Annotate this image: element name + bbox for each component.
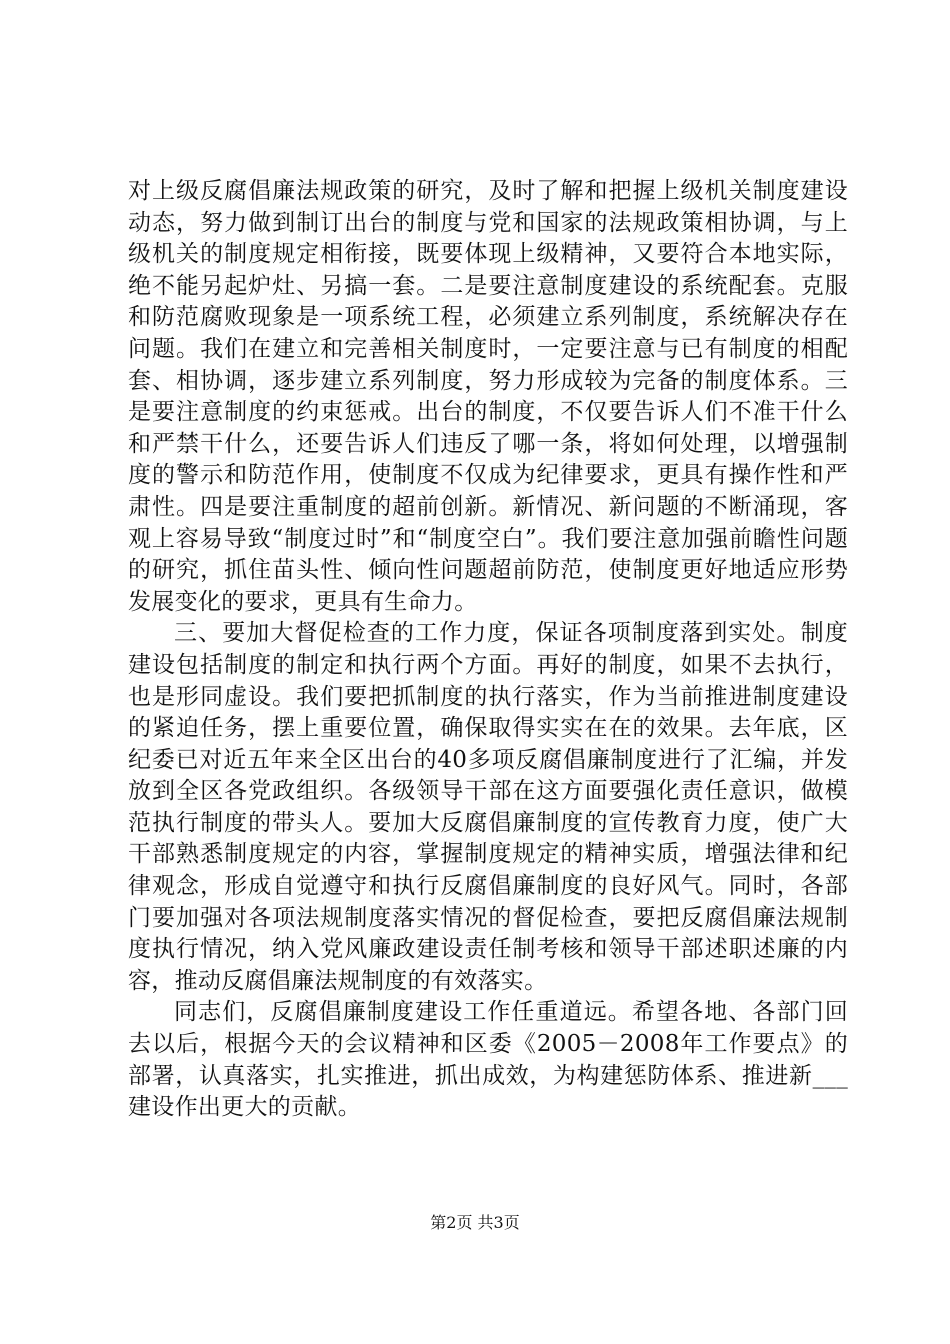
paragraph-1: 对上级反腐倡廉法规政策的研究，及时了解和把握上级机关制度建设动态，努力做到制订出台的制度与党和国家的法规政策相协调，与上级机关的制度规定相衔接，既要体现上级精神，又要符合本地实际，绝不能另起炉灶、另搞一套。二是要注意制度建设的系统配套。克服和防范腐败现象是一项系统工程，必须建立系列制度，系统解决存在问题。我们在建立和完善相关制度时，一定要注意与已有制度的相配套、相协调，逐步建立系列制度，努力形成较为完备的制度体系。三是要注意制度的约束惩戒。出台的制度，不仅要告诉人们不准干什么和严禁干什么，还要告诉人们违反了哪一条，将如何处理，以增强制度的警示和防范作用，使制度不仅成为纪律要求，更具有操作性和严肃性。四是要注重制度的超前创新。新情况、新问题的不断涌现，客观上容易导致“制度过时”和“制度空白”。我们要注意加强前瞻性问题的研究，抓住苗头性、倾向性问题超前防范，使制度更好地适应形势发展变化的要求，更具有生命力。	[128, 178, 848, 615]
paragraph-2: 三、要加大督促检查的工作力度，保证各项制度落到实处。制度建设包括制度的制定和执行两个方面。再好的制度，如果不去执行，也是形同虚设。我们要把抓制度的执行落实，作为当前推进制度建设的紧迫任务，摆上重要位置，确保取得实实在在的效果。去年底，区纪委已对近五年来全区出台的40多项反腐倡廉制度进行了汇编，并发放到全区各党政组织。各级领导干部在这方面要强化责任意识，做模范执行制度的带头人。要加大反腐倡廉制度的宣传教育力度，使广大干部熟悉制度规定的内容，掌握制度规定的精神实质，增强法律和纪律观念，形成自觉遵守和执行反腐倡廉制度的良好风气。同时，各部门要加强对各项法规制度落实情况的督促检查，要把反腐倡廉法规制度执行情况，纳入党风廉政建设责任制考核和领导干部述职述廉的内容，推动反腐倡廉法规制度的有效落实。	[128, 620, 848, 994]
paragraph-3: 同志们，反腐倡廉制度建设工作任重道远。希望各地、各部门回去以后，根据今天的会议精神和区委《2005－2008年工作要点》的部署，认真落实，扎实推进，抓出成效，为构建惩防体系、推进新___建设作出更大的贡献。	[128, 999, 848, 1121]
page-number-label: 第2页 共3页	[430, 1213, 520, 1232]
page-footer	[0, 1210, 950, 1233]
document-body	[128, 176, 848, 1124]
